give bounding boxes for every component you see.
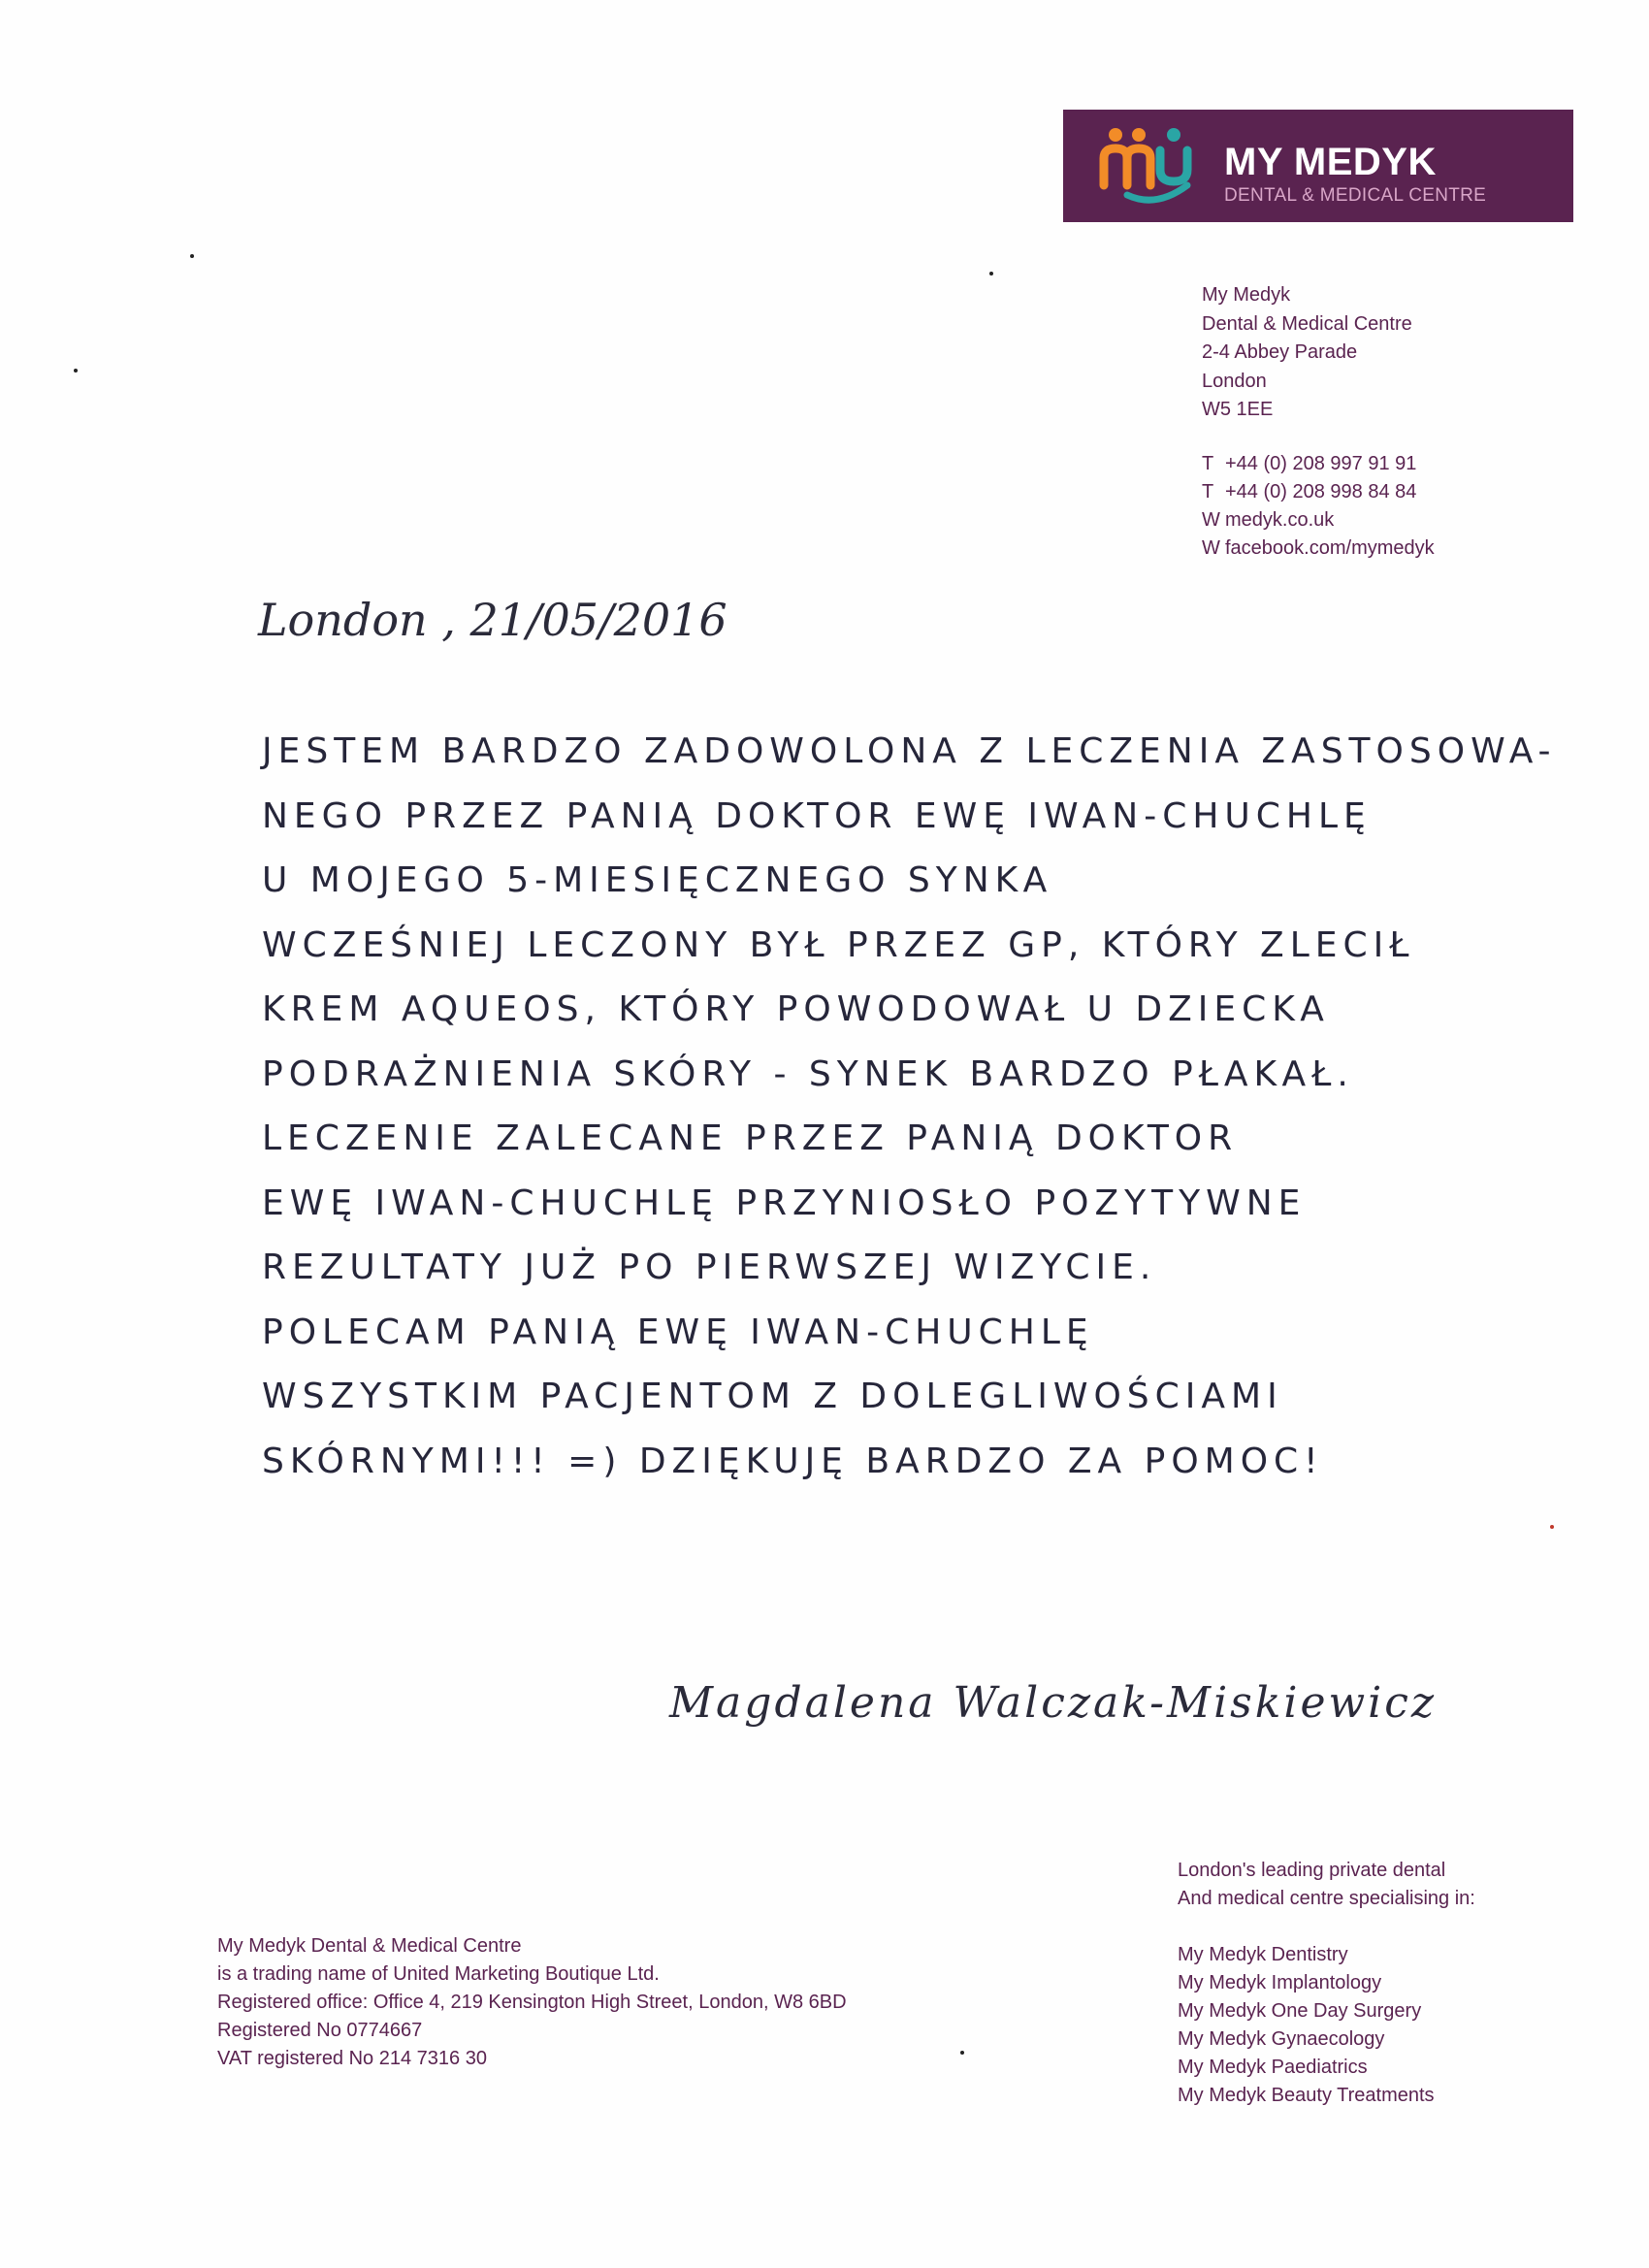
letter-place-date: London , 21/05/2016	[258, 594, 728, 646]
website-line	[1202, 506, 1435, 535]
service-item: My Medyk Dentistry	[1178, 1944, 1348, 1965]
brand-subtitle: DENTAL & MEDICAL CENTRE	[1224, 185, 1487, 206]
company-registration-info	[217, 1932, 847, 2073]
letter-line: NEGO PRZEZ PANIĄ DOKTOR EWĘ IWAN-CHUCHLĘ	[262, 795, 1372, 836]
phone-number: +44 (0) 208 998 84 84	[1225, 481, 1417, 502]
handwritten-signature: Magdalena Walczak-Miskiewicz	[669, 1678, 1438, 1728]
contact-key: W	[1202, 537, 1220, 559]
phone-line	[1202, 450, 1435, 478]
address-line: W5 1EE	[1202, 399, 1274, 420]
scan-speck	[1550, 1525, 1554, 1529]
address-line: Dental & Medical Centre	[1202, 312, 1412, 335]
scan-speck	[74, 369, 78, 373]
address-line: My Medyk	[1202, 284, 1291, 306]
facebook-url: facebook.com/mymedyk	[1225, 537, 1435, 559]
letter-line: EWĘ IWAN-CHUCHLĘ PRZYNIOSŁO POZYTYWNE	[262, 1183, 1307, 1223]
scan-speck	[190, 254, 194, 258]
clinic-address	[1202, 281, 1412, 425]
address-line: 2-4 Abbey Parade	[1202, 341, 1358, 363]
letter-line: WSZYSTKIM PACJENTOM Z DOLEGLIWOŚCIAMI	[262, 1377, 1283, 1416]
registration-line: My Medyk Dental & Medical Centre	[217, 1935, 522, 1957]
header-banner	[1063, 110, 1573, 222]
registration-line: Registered No 0774667	[217, 2020, 423, 2041]
contact-key: T	[1202, 481, 1214, 502]
service-item: My Medyk One Day Surgery	[1178, 2000, 1422, 2022]
address-line: London	[1202, 370, 1267, 392]
letter-line: U MOJEGO 5-MIESIĘCZNEGO SYNKA	[262, 860, 1053, 900]
my-medyk-logo-icon	[1098, 125, 1195, 207]
registration-line: is a trading name of United Marketing Boutique Ltd.	[217, 1963, 660, 1985]
services-intro: London's leading private dental	[1178, 1860, 1446, 1881]
registration-line: VAT registered No 214 7316 30	[217, 2048, 487, 2069]
service-item: My Medyk Paediatrics	[1178, 2057, 1368, 2078]
phone-number: +44 (0) 208 997 91 91	[1225, 453, 1417, 474]
facebook-line	[1202, 535, 1435, 563]
letter-line: LECZENIE ZALECANE PRZEZ PANIĄ DOKTOR	[262, 1118, 1239, 1158]
letter-line: JESTEM BARDZO ZADOWOLONA Z LECZENIA ZASTOSOWA-	[262, 731, 1557, 771]
letter-line: PODRAŻNIENIA SKÓRY - SYNEK BARDZO PŁAKAŁ.	[262, 1053, 1354, 1094]
contact-key: T	[1202, 453, 1214, 474]
clinic-contacts	[1202, 450, 1435, 563]
letter-line: SKÓRNYMI!!! =) DZIĘKUJĘ BARDZO ZA POMOC!	[262, 1441, 1324, 1481]
letter-body	[262, 720, 1557, 1494]
contact-key: W	[1202, 509, 1220, 531]
services-list	[1178, 1857, 1475, 2110]
phone-line	[1202, 478, 1435, 506]
letter-line: KREM AQUEOS, KTÓRY POWODOWAŁ U DZIECKA	[262, 989, 1330, 1029]
scan-speck	[989, 272, 993, 275]
letter-line: WCZEŚNIEJ LECZONY BYŁ PRZEZ GP, KTÓRY ZLECIŁ	[262, 924, 1415, 965]
registration-line: Registered office: Office 4, 219 Kensington High Street, London, W8 6BD	[217, 1992, 847, 2013]
service-item: My Medyk Implantology	[1178, 1972, 1382, 1993]
brand-name: MY MEDYK	[1224, 141, 1437, 183]
letter-line: REZULTATY JUŻ PO PIERWSZEJ WIZYCIE.	[262, 1247, 1157, 1287]
services-intro: And medical centre specialising in:	[1178, 1888, 1475, 1909]
website-url: medyk.co.uk	[1225, 509, 1335, 531]
service-item: My Medyk Gynaecology	[1178, 2028, 1385, 2050]
service-item: My Medyk Beauty Treatments	[1178, 2085, 1435, 2106]
letter-line: POLECAM PANIĄ EWĘ IWAN-CHUCHLĘ	[262, 1312, 1094, 1352]
scan-speck	[960, 2051, 964, 2055]
